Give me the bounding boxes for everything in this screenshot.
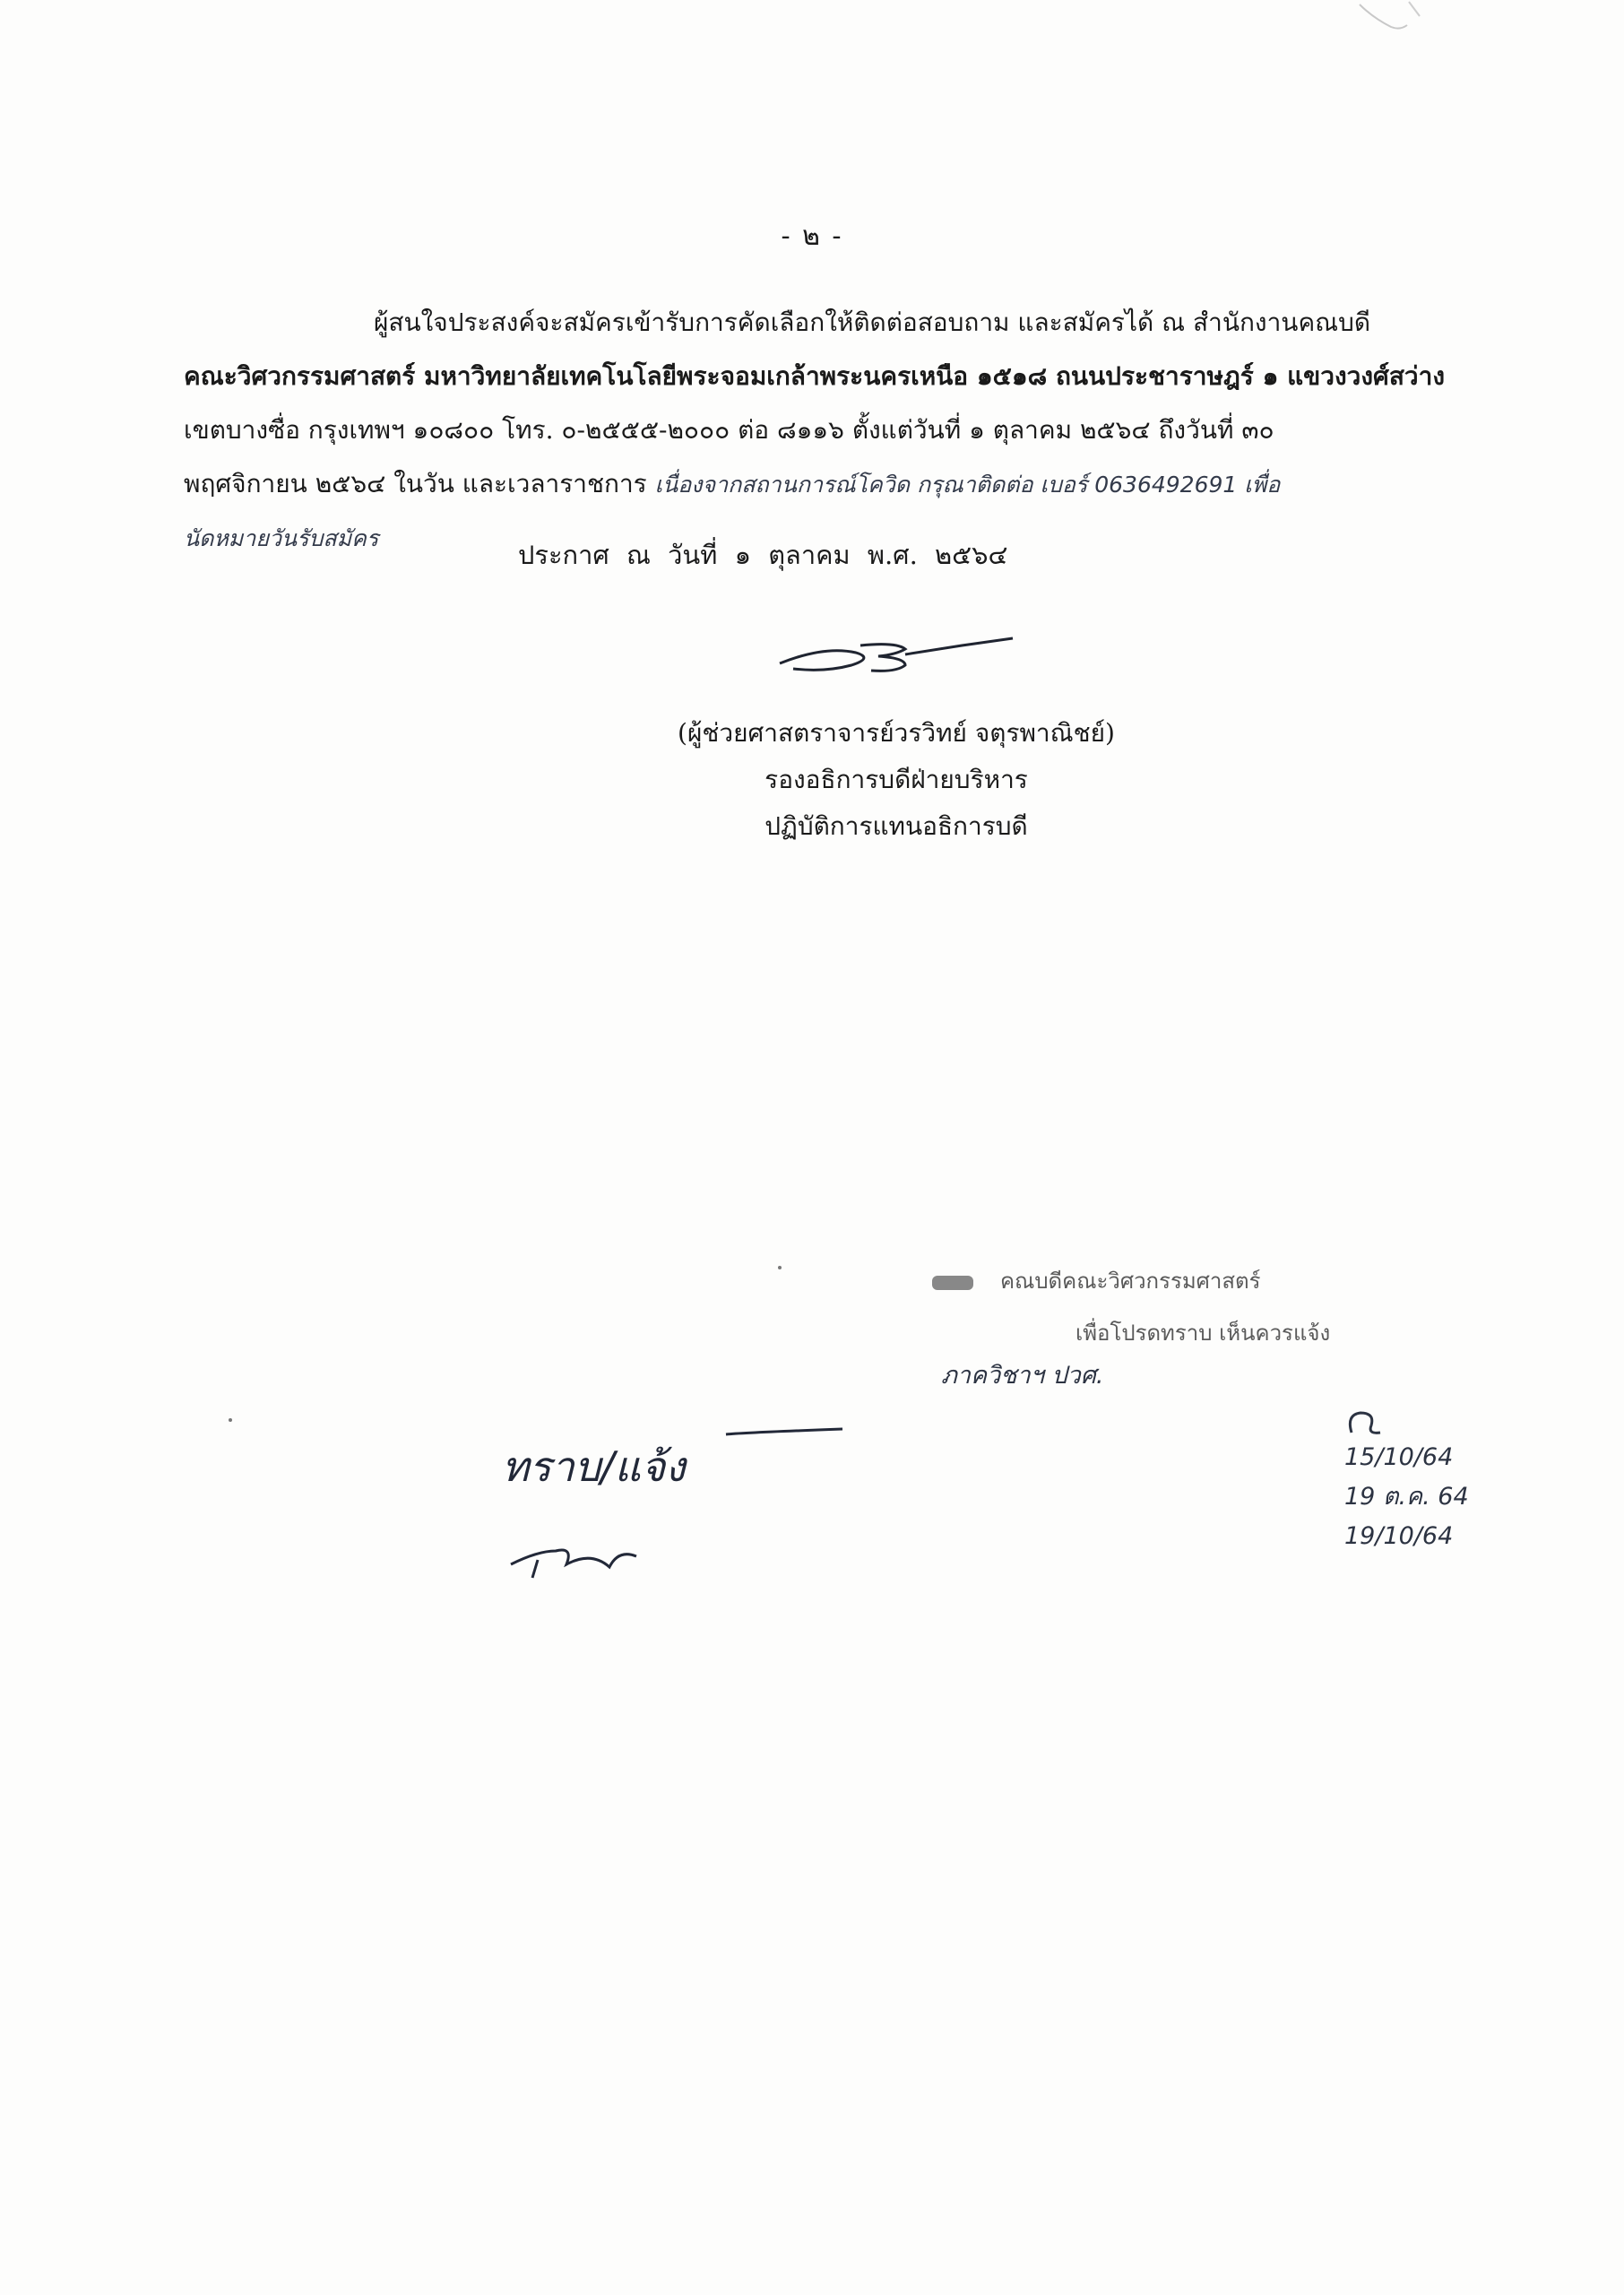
- body-line-3: เขตบางซื่อ กรุงเทพฯ ๑๐๘๐๐ โทร. ๐-๒๕๕๕-๒๐๐๐ ต่อ ๘๑๑๖ ตั้งแต่วันที่ ๑ ตุลาคม ๒๕๖๔ ถึงวันที่ ๓๐: [184, 415, 1274, 445]
- stamp-line-2: เพื่อโปรดทราบ เห็นควรแจ้ง: [1075, 1321, 1331, 1346]
- routing-stamp: [932, 1255, 1330, 1359]
- announcement-date: ประกาศ ณ วันที่ ๑ ตุลาคม พ.ศ. ๒๕๖๔: [518, 540, 1008, 570]
- body-line-4-print: พฤศจิกายน ๒๕๖๔ ในวัน และเวลาราชการ: [184, 469, 647, 498]
- stamp-line-1: คณบดีคณะวิศวกรรมศาสตร์: [1000, 1269, 1261, 1294]
- scan-speck: [778, 1266, 782, 1269]
- acknowledge-signature: [502, 1416, 860, 1605]
- corner-scan-mark: [1355, 0, 1436, 36]
- body-line-1: ผู้สนใจประสงค์จะสมัครเข้ารับการคัดเลือกให้ติดต่อสอบถาม และสมัครได้ ณ สำนักงานคณบดี: [374, 307, 1371, 337]
- handwritten-insert: เนื่องจากสถานการณ์โควิด กรุณาติดต่อ เบอร์ 0636492691 เพื่อ: [654, 472, 1281, 498]
- signatory-position: รองอธิการบดีฝ่ายบริหาร: [764, 765, 1028, 794]
- signatory-name: (ผู้ช่วยศาสตราจารย์วรวิทย์ จตุรพาณิชย์): [678, 718, 1115, 748]
- handwritten-insert-continued: นัดหมายวันรับสมัคร: [184, 525, 379, 551]
- date-2: 19 ต.ค. 64: [1344, 1483, 1469, 1511]
- initial-mark-1: [1344, 1407, 1389, 1438]
- stamp-smudge: [932, 1276, 973, 1290]
- scan-speck: [229, 1418, 232, 1422]
- handwritten-dates: [1344, 1407, 1524, 1556]
- date-1: 15/10/64: [1344, 1443, 1454, 1471]
- signature-image: [771, 619, 1022, 690]
- acknowledge-handwriting: ทราบ/แจ้ง: [502, 1442, 686, 1491]
- body-line-2: คณะวิศวกรรมศาสตร์ มหาวิทยาลัยเทคโนโลยีพระจอมเกล้าพระนครเหนือ ๑๕๑๘ ถนนประชาราษฎร์ ๑ แขวงวงศ์สว่าง: [184, 361, 1446, 391]
- page-number: - ๒ -: [781, 221, 843, 252]
- date-3: 19/10/64: [1344, 1522, 1454, 1550]
- body-paragraph: [184, 296, 1446, 566]
- signatory-block: [627, 710, 1165, 850]
- signatory-acting: ปฏิบัติการแทนอธิการบดี: [764, 811, 1028, 841]
- body-line-4: [184, 457, 1385, 512]
- handwritten-note: ภาควิชาฯ ปวศ.: [941, 1362, 1104, 1390]
